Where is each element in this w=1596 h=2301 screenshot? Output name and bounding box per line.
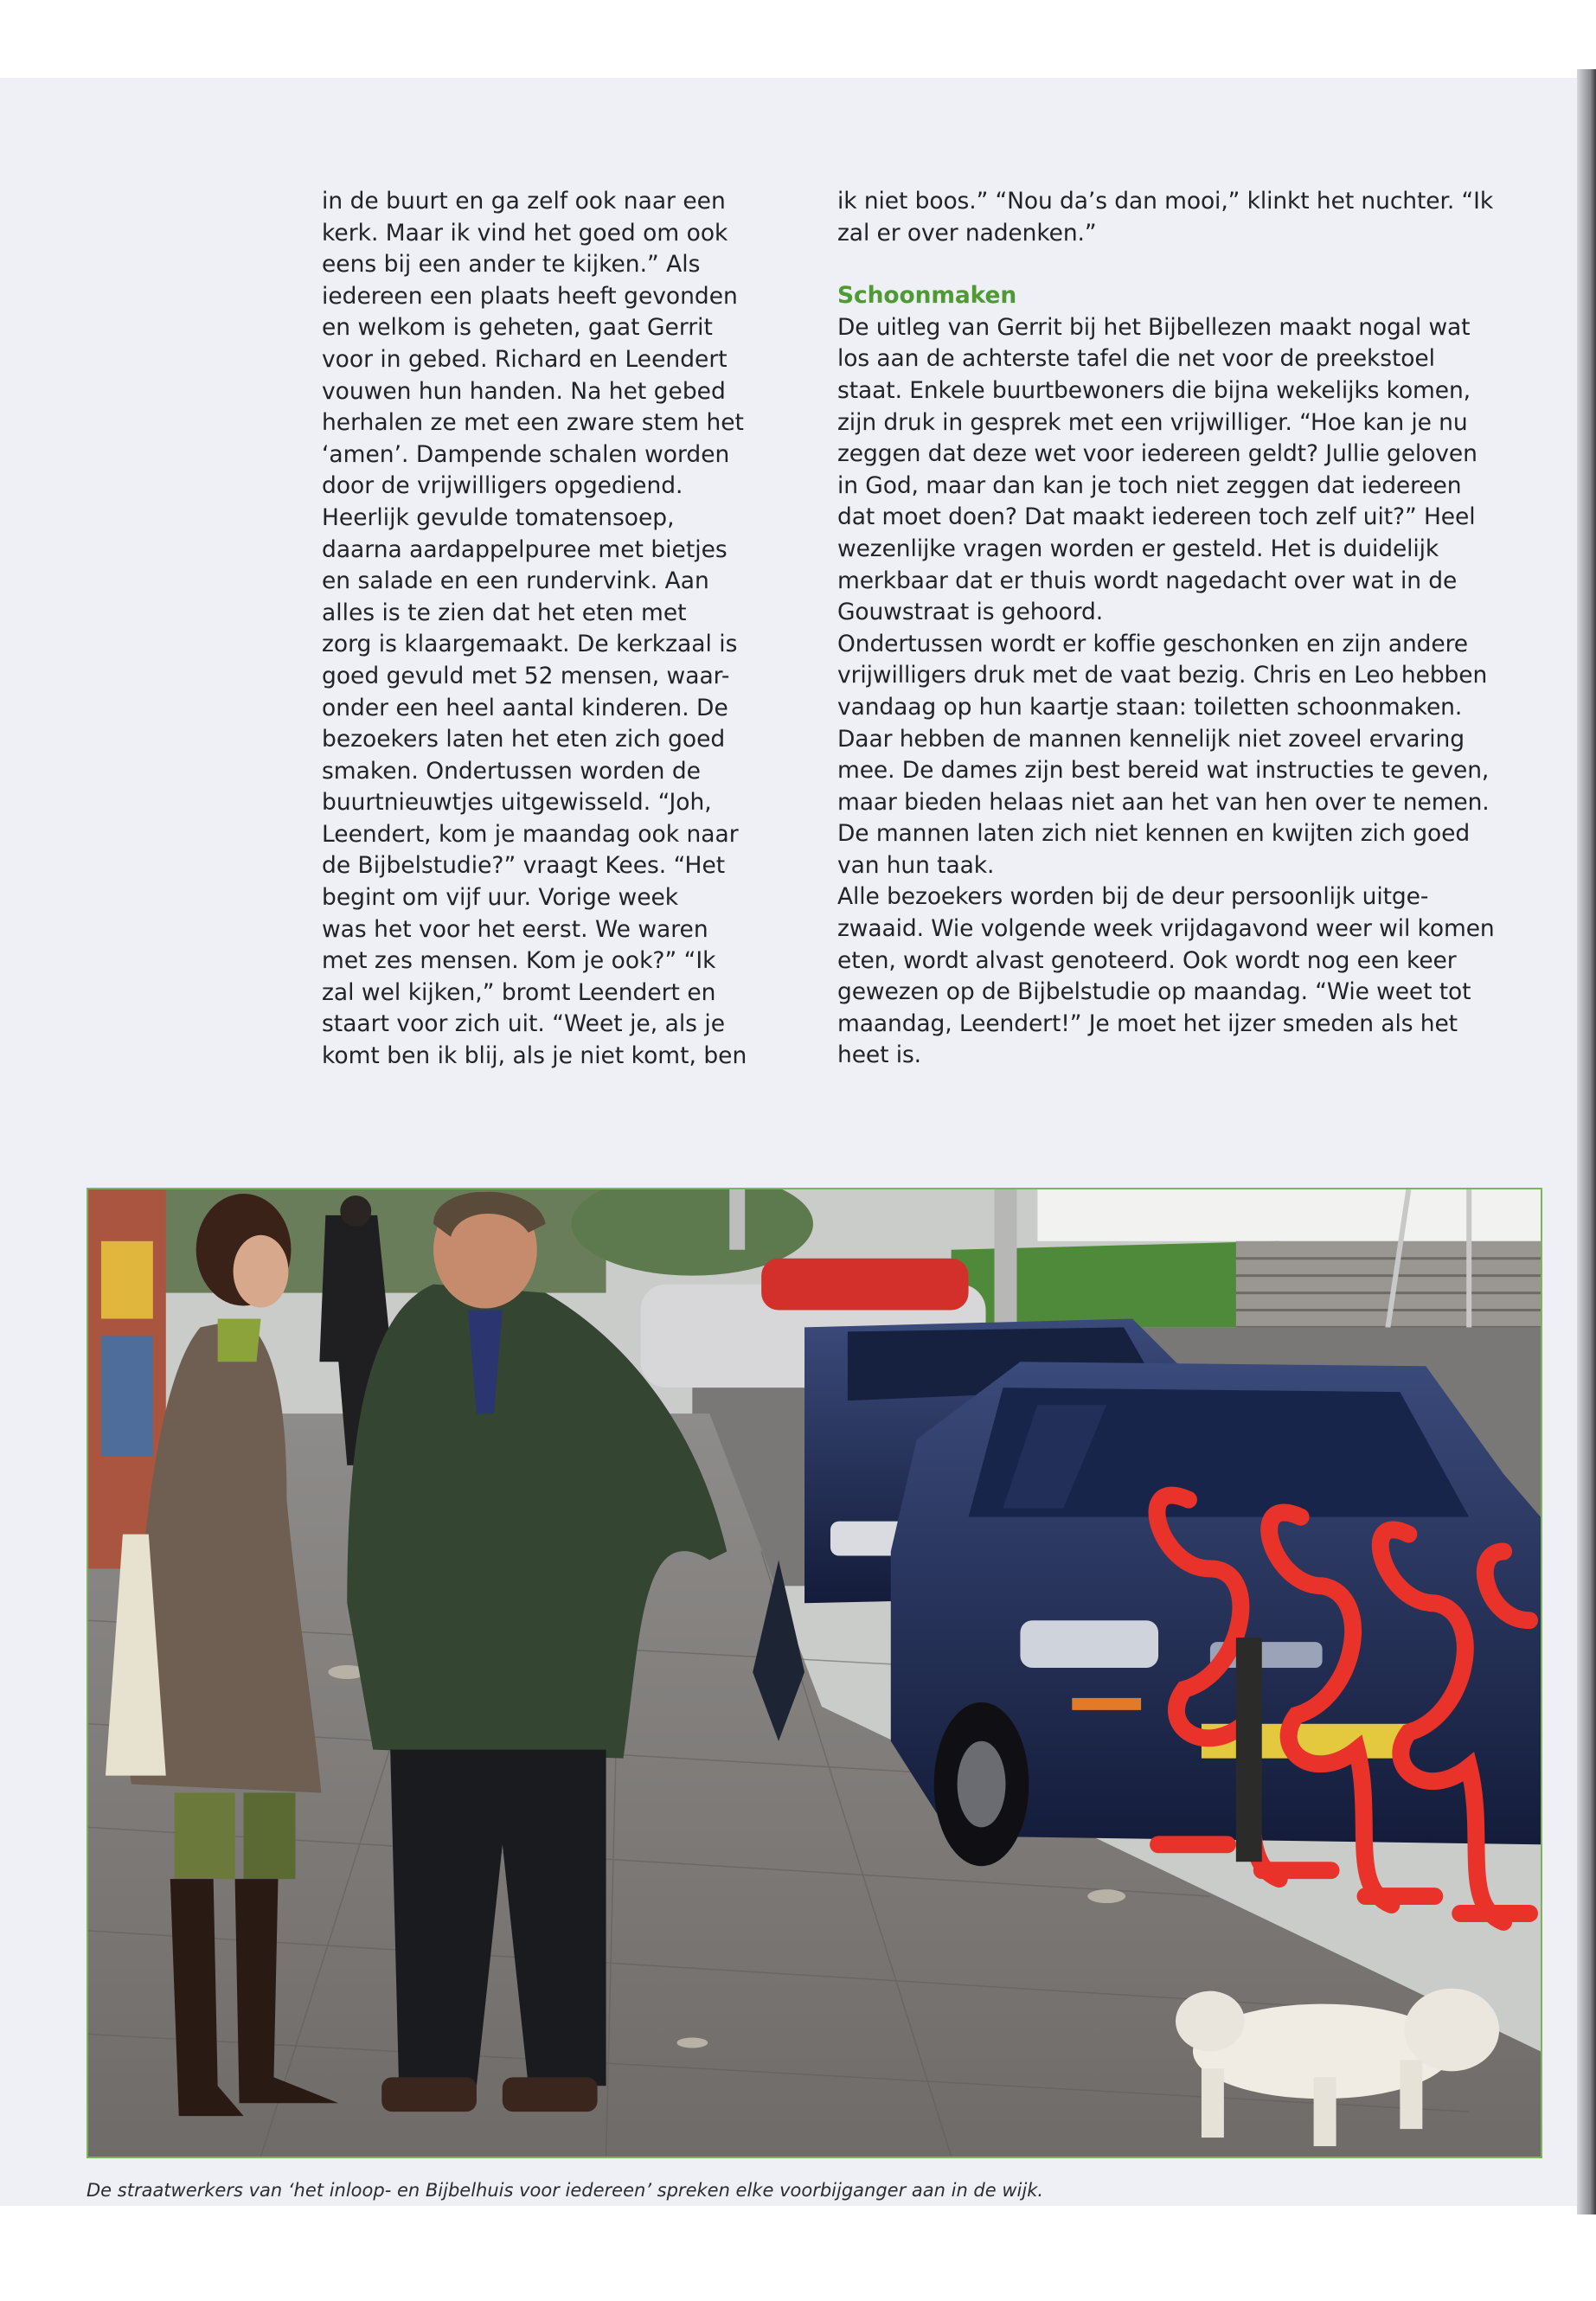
left-column-line: ‘amen’. Dampende schalen worden	[322, 440, 730, 468]
right-column-body-line: Daar hebben de mannen kennelijk niet zoveel ervaring	[837, 725, 1465, 753]
right-column-body-line: vrijwilligers druk met de vaat bezig. Chris en Leo hebben	[837, 662, 1488, 689]
left-column-line: smaken. Ondertussen worden de	[322, 757, 701, 785]
right-column-body-line: heet is.	[837, 1042, 922, 1069]
left-column-line: Heerlijk gevulde tomatensoep,	[322, 503, 675, 531]
right-column-intro	[837, 186, 1547, 249]
left-column-line: begint om vijf uur. Vorige week	[322, 884, 679, 912]
left-column-line: goed gevuld met 52 mensen, waar-	[322, 662, 730, 689]
left-column-line: vouwen hun handen. Na het gebed	[322, 377, 726, 405]
page-spine-shadow	[1577, 69, 1596, 2214]
right-column-body-line: in God, maar dan kan je toch niet zeggen dat iedereen	[837, 471, 1462, 499]
left-column-line: komt ben ik blij, als je niet komt, ben	[322, 1042, 747, 1070]
right-column-body-line: staat. Enkele buurtbewoners die bijna wekelijks komen,	[837, 376, 1471, 404]
right-column-intro-line: zal er over nadenken.”	[837, 219, 1097, 247]
right-column-body-line: De mannen laten zich niet kennen en kwijten zich goed	[837, 820, 1471, 848]
left-column-line: daarna aardappelpuree met bietjes	[322, 535, 727, 563]
right-column-body-line: Ondertussen wordt er koffie geschonken en zijn andere	[837, 630, 1469, 657]
right-column-body-line: zwaaid. Wie volgende week vrijdagavond weer wil komen	[837, 915, 1495, 943]
right-column-body-line: van hun taak.	[837, 851, 995, 879]
left-column-line: door de vrijwilligers opgediend.	[322, 472, 683, 500]
right-column-body-line: maandag, Leendert!” Je moet het ijzer smeden als het	[837, 1009, 1458, 1037]
article-left-column	[322, 186, 780, 1073]
street-scene-illustration	[88, 1189, 1541, 2157]
left-column-line: alles is te zien dat het eten met	[322, 599, 687, 626]
left-column-line: was het voor het eerst. We waren	[322, 915, 708, 943]
street-photo	[87, 1188, 1542, 2158]
right-column-body-line: De uitleg van Gerrit bij het Bijbellezen maakt nogal wat	[837, 313, 1471, 341]
right-column-body-line: dat moet doen? Dat maakt iedereen toch zelf uit?” Heel	[837, 503, 1476, 531]
right-column-body-line: wezenlijke vragen worden er gesteld. Het is duidelijk	[837, 535, 1439, 562]
left-column-line: iedereen een plaats heeft gevonden	[322, 282, 738, 310]
section-heading: Schoonmaken	[837, 282, 1017, 310]
left-column-line: buurtnieuwtjes uitgewisseld. “Joh,	[322, 789, 712, 817]
left-column-line: herhalen ze met een zware stem het	[322, 409, 744, 437]
right-column-body-line: Alle bezoekers worden bij de deur persoonlijk uitge-	[837, 883, 1429, 911]
left-column-line: en welkom is geheten, gaat Gerrit	[322, 314, 713, 342]
left-column-line: Leendert, kom je maandag ook naar	[322, 820, 739, 848]
right-column-body-line: Gouwstraat is gehoord.	[837, 599, 1104, 626]
left-column-line: kerk. Maar ik vind het goed om ook	[322, 219, 728, 247]
right-column-body-line: zijn druk in gesprek met een vrijwilliger. “Hoe kan je nu	[837, 408, 1468, 436]
right-column-body-line: mee. De dames zijn best bereid wat instructies te geven,	[837, 757, 1490, 785]
left-column-line: onder een heel aantal kinderen. De	[322, 694, 728, 721]
right-column-body-line: eten, wordt alvast genoteerd. Ook wordt nog een keer	[837, 946, 1457, 974]
left-column-line: de Bijbelstudie?” vraagt Kees. “Het	[322, 852, 726, 880]
left-column-line: zorg is klaargemaakt. De kerkzaal is	[322, 631, 738, 658]
right-column-body	[837, 312, 1547, 1072]
left-column-line: met zes mensen. Kom je ook?” “Ik	[322, 947, 716, 975]
left-column-line: voor in gebed. Richard en Leendert	[322, 345, 727, 373]
right-column-body-line: los aan de achterste tafel die net voor de preekstoel	[837, 345, 1435, 373]
right-column-body-line: merkbaar dat er thuis wordt nagedacht over wat in de	[837, 567, 1458, 594]
left-column-line: staart voor zich uit. “Weet je, als je	[322, 1010, 726, 1038]
right-column-body-line: maar bieden helaas niet aan het van hen over te nemen.	[837, 788, 1490, 816]
right-column-body-line: gewezen op de Bijbelstudie op maandag. “Wie weet tot	[837, 978, 1471, 1006]
photo-caption: De straatwerkers van ‘het inloop- en Bijbelhuis voor iedereen’ spreken elke voorbijganger aan in de wijk.	[87, 2180, 1044, 2201]
left-column-line: bezoekers laten het eten zich goed	[322, 726, 726, 753]
left-column-line: eens bij een ander te kijken.” Als	[322, 251, 701, 279]
article-right-column	[837, 186, 1547, 1072]
right-column-body-line: vandaag op hun kaartje staan: toiletten schoonmaken.	[837, 693, 1463, 721]
right-column-intro-line: ik niet boos.” “Nou da’s dan mooi,” klinkt het nuchter. “Ik	[837, 188, 1494, 215]
left-column-line: zal wel kijken,” bromt Leendert en	[322, 978, 716, 1006]
left-column-line: en salade en een rundervink. Aan	[322, 567, 709, 595]
left-column-line: in de buurt en ga zelf ook naar een	[322, 188, 726, 215]
right-column-body-line: zeggen dat deze wet voor iedereen geldt? Jullie geloven	[837, 440, 1477, 468]
